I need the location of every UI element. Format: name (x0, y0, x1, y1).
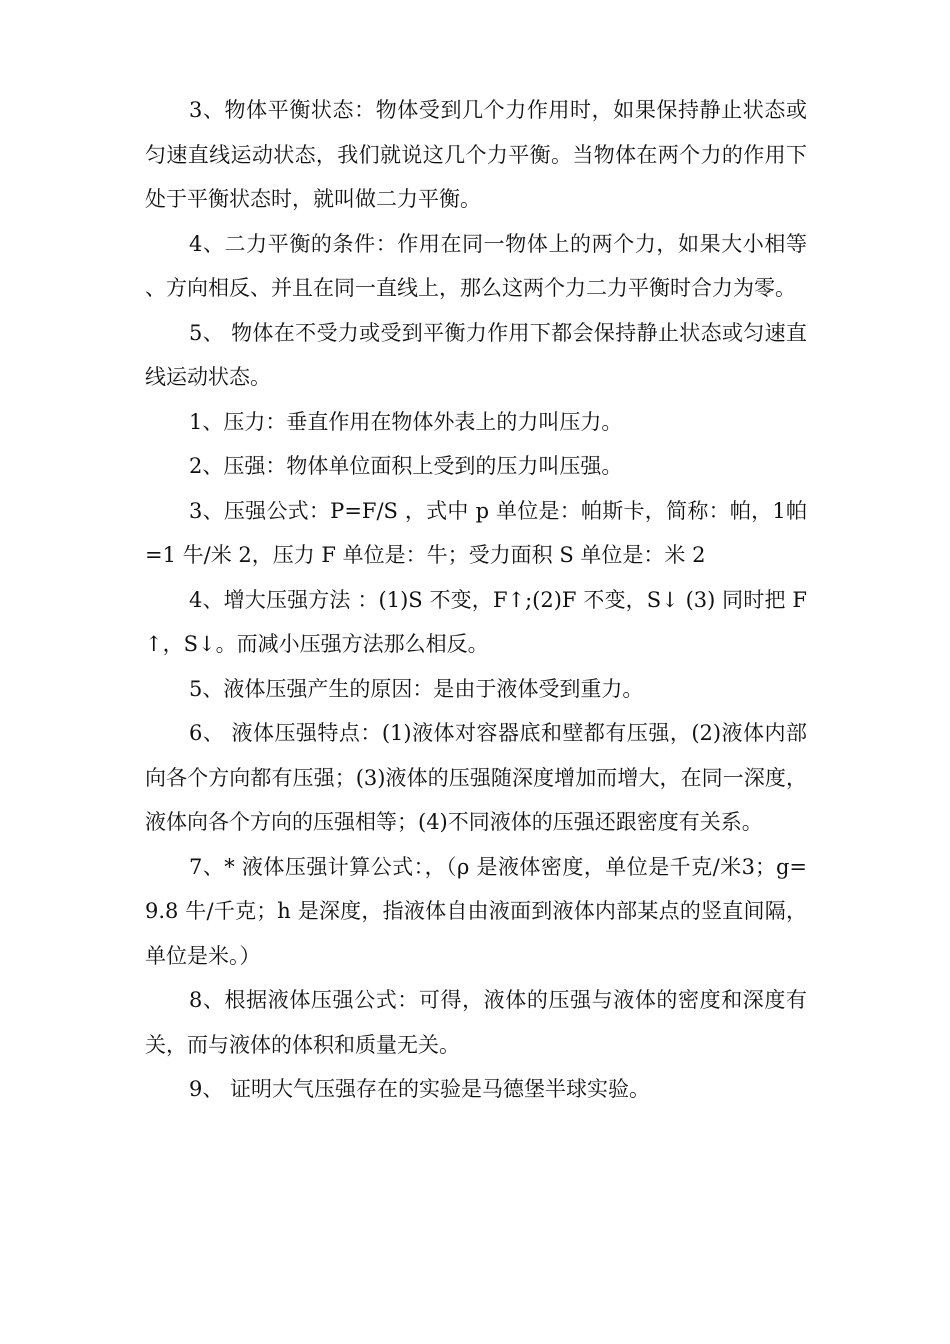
paragraph-increase-pressure-methods: 4、增大压强方法 ：(1)S 不变，F↑;(2)F 不变，S↓ (3) 同时把 F↑，S↓。而减小压强方法那么相反。 (145, 587, 807, 656)
paragraph-liquid-pressure-features: 6、 液体压强特点：(1)液体对容器底和壁都有压强，(2)液体内部向各个方向都有压强；(3)液体的压强随深度增加而增大，在同一深度，液体向各个方向的压强相等；(4)不同液体的压强还跟密度有关系。 (145, 721, 807, 834)
paragraph-pressure-force: 1、压力：垂直作用在物体外表上的力叫压力。 (189, 409, 623, 434)
paragraph-pressure-formula: 3、压强公式：P=F/S ，式中 p 单位是：帕斯卡，简称：帕，1帕=1 牛/米 2，压力 F 单位是：牛；受力面积 S 单位是：米 2 (145, 498, 807, 567)
paragraph-liquid-pressure-formula: 7、* 液体压强计算公式：，（ρ 是液体密度，单位是千克/米3；g=9.8 牛/千克；h 是深度，指液体自由液面到液体内部某点的竖直间隔，单位是米。） (145, 854, 807, 968)
paragraph-pressure-definition: 2、压强：物体单位面积上受到的压力叫压强。 (189, 454, 623, 478)
paragraph-balance-state: 3、物体平衡状态：物体受到几个力作用时，如果保持静止状态或匀速直线运动状态，我们就说这几个力平衡。当物体在两个力的作用下处于平衡状态时，就叫做二力平衡。 (145, 98, 807, 211)
paragraph-liquid-pressure-dependence: 8、根据液体压强公式：可得，液体的压强与液体的密度和深度有关，而与液体的体积和质量无关。 (145, 988, 807, 1057)
paragraph-balanced-force-motion: 5、 物体在不受力或受到平衡力作用下都会保持静止状态或匀速直线运动状态。 (145, 320, 807, 389)
paragraph-two-force-balance-condition: 4、二力平衡的条件：作用在同一物体上的两个力，如果大小相等、方向相反、并且在同一直线上，那么这两个力二力平衡时合力为零。 (145, 231, 807, 300)
paragraph-liquid-pressure-cause: 5、液体压强产生的原因：是由于液体受到重力。 (189, 676, 644, 701)
paragraph-magdeburg-experiment: 9、 证明大气压强存在的实验是马德堡半球实验。 (189, 1077, 651, 1101)
document-body (145, 88, 807, 1112)
